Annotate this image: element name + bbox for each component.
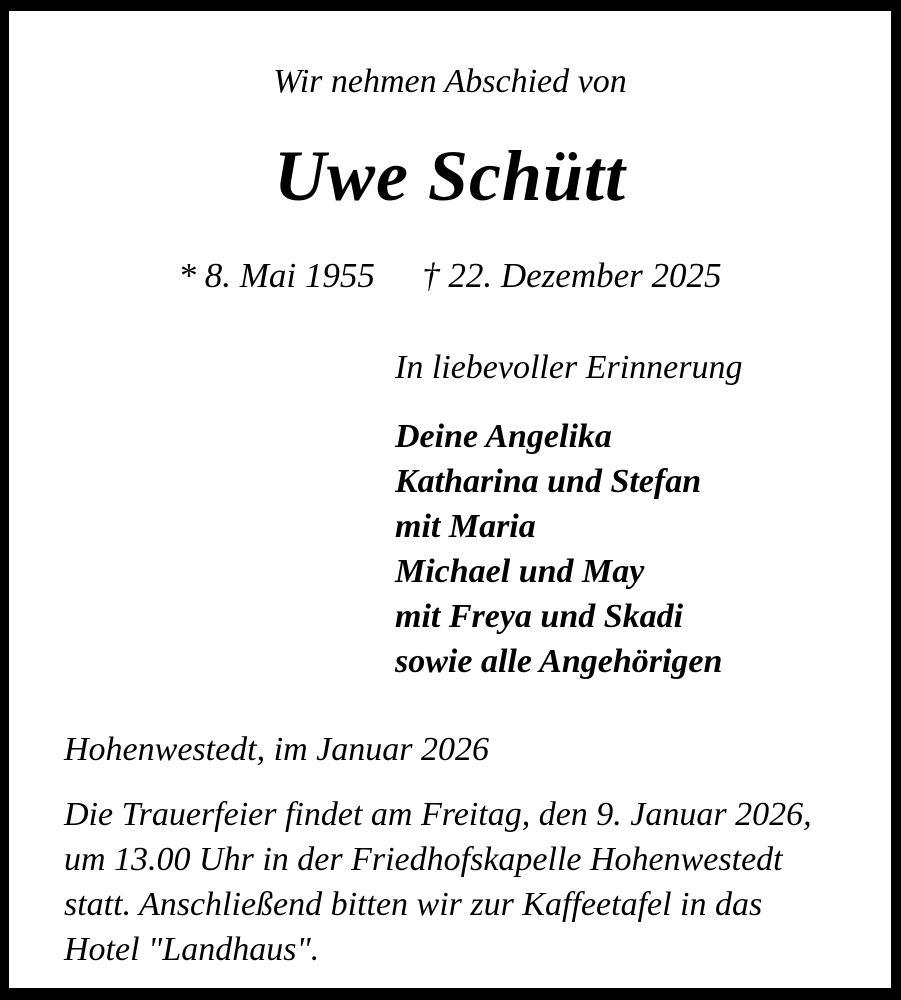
death-date: † 22. Dezember 2025 [422,256,722,295]
mourner-line: Katharina und Stefan [395,463,702,500]
life-dates-line [9,253,891,299]
funeral-info-line: statt. Anschließend bitten wir zur Kaffeetafel in das [64,886,763,923]
mourner-line: mit Maria [395,508,536,545]
farewell-intro-line: Wir nehmen Abschied von [273,63,627,100]
birth-date: * 8. Mai 1955 [178,256,375,295]
mourners-list [395,414,722,684]
mourner-line: mit Freya und Skadi [395,598,684,635]
mourner-line: Michael und May [395,553,645,590]
place-date-line: Hohenwestedt, im Januar 2026 [64,731,489,768]
deceased-name: Uwe Schütt [273,136,627,216]
funeral-info-line: Hotel "Landhaus". [64,931,320,968]
mourner-line: sowie alle Angehörigen [395,643,723,680]
mourner-line: Deine Angelika [395,418,612,455]
funeral-info-line: um 13.00 Uhr in der Friedhofskapelle Hohenwestedt [64,841,783,878]
funeral-info-paragraph [64,792,812,972]
funeral-info-line: Die Trauerfeier findet am Freitag, den 9. Januar 2026, [64,796,812,833]
memory-line: In liebevoller Erinnerung [395,349,743,386]
